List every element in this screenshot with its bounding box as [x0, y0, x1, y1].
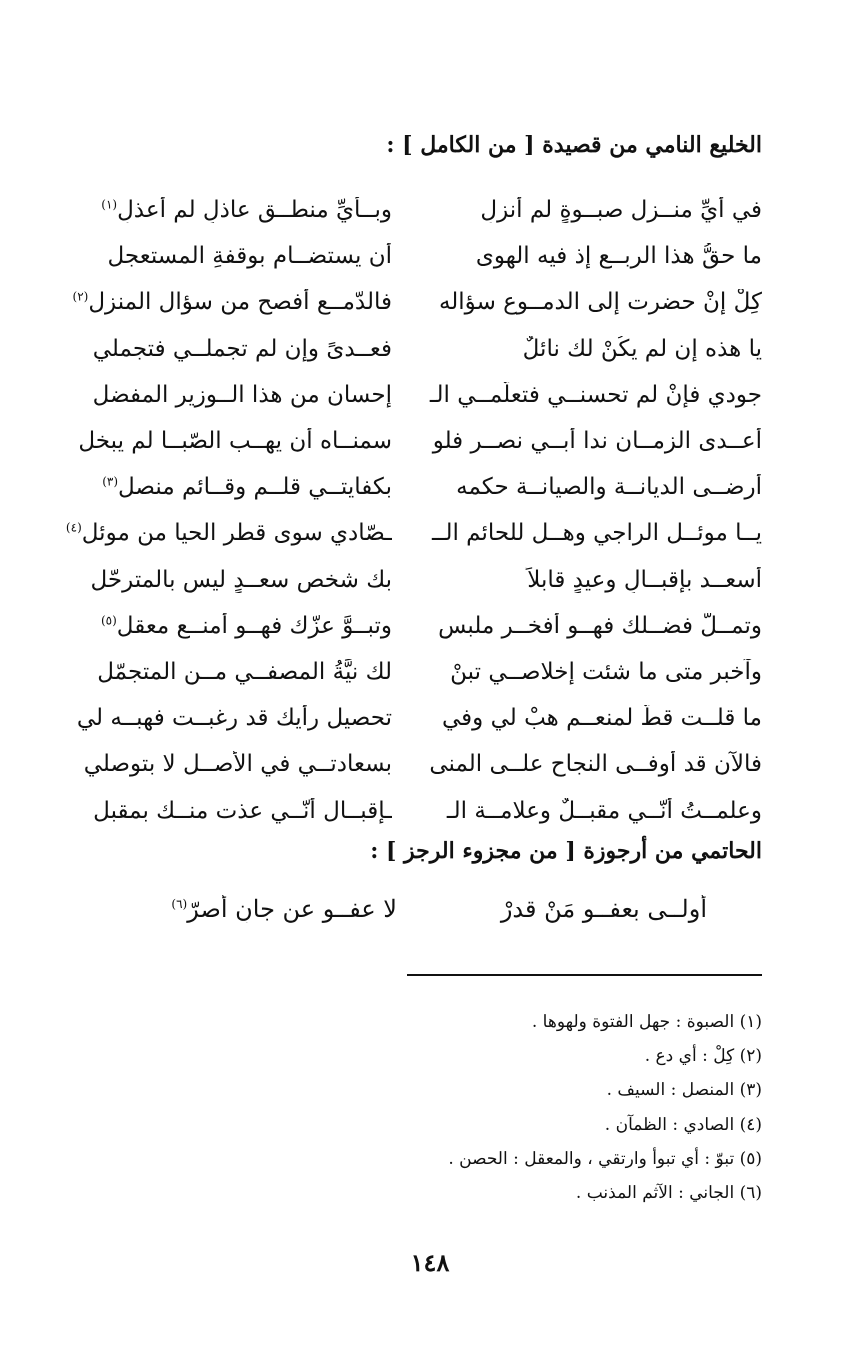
footnote: (٦) الجاني : الآثم المذنب .	[575, 1182, 762, 1203]
first-hemistich: يا هذه إن لم يكُنْ لك نائلٌ	[522, 335, 762, 362]
footnote-marker: (٣)	[102, 474, 119, 489]
footnote-marker: (٢)	[72, 289, 89, 304]
second-hemistich: لا عفــو عن جانٍ أصرّ$^{(٦)}$	[171, 895, 397, 923]
footnote: (١) الصبوة : جهل الفتوة ولهوها .	[531, 1012, 762, 1032]
verse-line	[52, 372, 762, 418]
first-hemistich: كِلْ إنْ حضرت إلى الدمــوع سؤاله	[438, 289, 762, 316]
footnote-divider	[407, 974, 762, 976]
first-hemistich: وآخبر متى ما شئت إخلاصــي تبنْ	[450, 658, 762, 685]
second-hemistich: أن يستضــام بوقفةِ المستعجل	[107, 243, 392, 270]
second-hemistich: ـصّادي سوى قطر الحيا من موئل$^{(٤)}$	[65, 520, 392, 547]
first-hemistich: فالآن قد أوفــى النجاح علــى المنى	[429, 751, 762, 778]
verse-line	[52, 510, 762, 556]
verse-line	[52, 557, 762, 603]
verse-line	[52, 418, 762, 464]
second-hemistich: ـإقبــال أنّــي عذت منــك بمقبل	[93, 797, 392, 824]
first-hemistich: ما حقُّ هذا الربــع إذ فيه الهوى	[475, 243, 762, 270]
first-hemistich: يــا موئــل الراجي وهــل للحائم الــ	[432, 520, 762, 547]
section-heading: الخليع النامي من قصيدة [ من الكامل ] :	[386, 132, 762, 158]
footnote: (٣) المنصل : السيف .	[606, 1080, 762, 1101]
footnote-marker: (٥)	[100, 613, 117, 628]
footnote-marker: (١)	[101, 197, 118, 212]
second-hemistich: إحسان من هذا الــوزير المفضل	[92, 381, 392, 408]
footnote: (٥) تبوّ : أي تبوأ وارتقي ، والمعقل : الحصن .	[448, 1148, 762, 1169]
verse-line	[52, 233, 762, 279]
first-hemistich: أسعــد بإقبــالٍ وعيدٍ قابلاً	[527, 566, 762, 593]
second-hemistich: بك شخص سعــدٍ ليس بالمترحّل	[90, 566, 392, 593]
first-hemistich: أولــى بعفــوٍ مَنْ قدرْ	[500, 895, 707, 923]
first-hemistich: ما قلــت قطّ لمنعــمٍ هبْ لي وفي	[442, 705, 762, 732]
second-hemistich: بكفايتــي قلــمٍ وقــائم منصل$^{(٣)}$	[102, 474, 392, 501]
verse-line	[52, 187, 762, 233]
first-hemistich: وتمــلَّ فضــلك فهــو أفخــر ملبسٍ	[438, 612, 762, 639]
second-hemistich: بسعادتــي في الأصــل لا بتوصلي	[83, 751, 392, 778]
verse-line	[52, 279, 762, 325]
second-hemistich: فالدّمــع أفصح من سؤال المنزل$^{(٢)}$	[72, 289, 392, 316]
verse-line	[52, 326, 762, 372]
footnote-marker: (٦)	[171, 897, 188, 911]
footnote-marker: (٤)	[65, 520, 82, 535]
second-hemistich: تحصيل رأيك قد رغبــت فهبــه لي	[76, 705, 392, 732]
footnote: (٤) الصادي : الظمآن .	[604, 1114, 762, 1135]
verse-line-rajaz	[107, 895, 707, 923]
first-hemistich: وعلمــتُ أنّــي مقبــلٌ وعلامــة الـ	[446, 797, 762, 824]
first-hemistich: في أيِّ منــزل صبــوةٍ لم أنزلِ	[480, 197, 762, 224]
section-heading: الحاتمي من أرجوزة [ من مجزوء الرجز ] :	[370, 838, 762, 864]
verse-line	[52, 464, 762, 510]
verse-line	[52, 741, 762, 787]
verse-line	[52, 649, 762, 695]
page-number: ١٤٨	[410, 1248, 450, 1277]
second-hemistich: لك نيَّةُ المصفــي مــن المتجمّل	[97, 658, 392, 685]
footnotes	[102, 1005, 762, 1210]
second-hemistich: سمنــاه أن يهــب الصّبــا لم يبخل	[78, 428, 392, 455]
verse-line	[52, 603, 762, 649]
second-hemistich: وبــأيِّ منطــق عاذلٍ لم أعذلِ$^{(١)}$	[101, 197, 392, 224]
second-hemistich: فعــدىً وإن لم تجملــي فتجملي	[92, 335, 392, 362]
verse-line	[52, 695, 762, 741]
first-hemistich: جودي فإنْ لم تحسنــي فتعلّمــي الـ	[429, 381, 762, 408]
poem-kamil	[52, 187, 762, 834]
first-hemistich: أعــدى الزمــان ندا أبــي نصــر فلو	[432, 428, 762, 455]
first-hemistich: أرضــى الديانــة والصيانــة حكمه	[456, 474, 762, 501]
footnote: (٢) كِلْ : أي دع .	[644, 1046, 762, 1067]
second-hemistich: وتبــوَّ عزّك فهــو أمنــع معقل$^{(٥)}$	[100, 612, 392, 639]
verse-line	[52, 787, 762, 833]
